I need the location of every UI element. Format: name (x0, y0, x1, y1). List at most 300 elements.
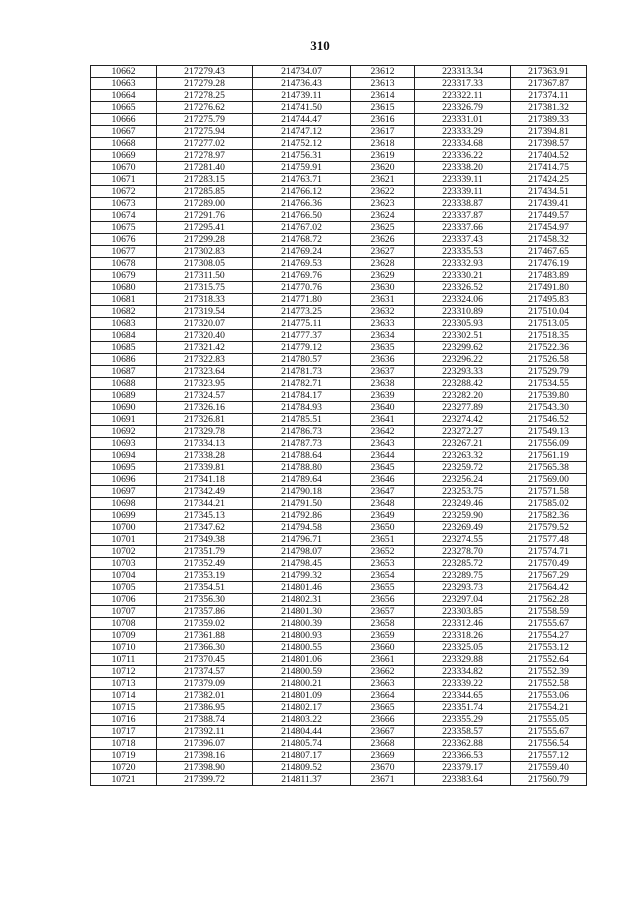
table-cell: 217277.02 (157, 138, 253, 150)
table-cell: 214763.71 (253, 174, 351, 186)
table-cell: 214773.25 (253, 306, 351, 318)
table-row (91, 186, 587, 198)
table-cell: 214807.17 (253, 750, 351, 762)
table-cell: 214804.44 (253, 726, 351, 738)
table-cell: 23626 (351, 234, 415, 246)
table-cell: 10707 (91, 606, 157, 618)
table-cell: 10681 (91, 294, 157, 306)
table-cell: 223278.70 (415, 546, 511, 558)
table-cell: 217374.11 (511, 90, 587, 102)
table-cell: 23661 (351, 654, 415, 666)
table-cell: 223326.52 (415, 282, 511, 294)
table-cell: 223293.73 (415, 582, 511, 594)
table-row (91, 474, 587, 486)
table-cell: 10709 (91, 630, 157, 642)
table-cell: 217394.81 (511, 126, 587, 138)
table-cell: 217367.87 (511, 78, 587, 90)
table-cell: 214802.31 (253, 594, 351, 606)
table-cell: 217289.00 (157, 198, 253, 210)
table-cell: 214787.73 (253, 438, 351, 450)
table-cell: 217556.54 (511, 738, 587, 750)
table-cell: 217449.57 (511, 210, 587, 222)
table-cell: 214769.76 (253, 270, 351, 282)
table-cell: 217565.38 (511, 462, 587, 474)
table-row (91, 606, 587, 618)
table-cell: 214779.12 (253, 342, 351, 354)
table-cell: 223263.32 (415, 450, 511, 462)
table-cell: 10687 (91, 366, 157, 378)
table-cell: 23667 (351, 726, 415, 738)
table-cell: 10695 (91, 462, 157, 474)
table-cell: 217560.79 (511, 774, 587, 786)
table-cell: 223317.33 (415, 78, 511, 90)
table-cell: 214768.72 (253, 234, 351, 246)
table-cell: 217404.52 (511, 150, 587, 162)
table-cell: 214734.07 (253, 66, 351, 78)
table-cell: 214756.31 (253, 150, 351, 162)
table-cell: 23634 (351, 330, 415, 342)
table-cell: 10680 (91, 282, 157, 294)
table-cell: 217308.05 (157, 258, 253, 270)
table-cell: 214788.80 (253, 462, 351, 474)
table-cell: 217357.86 (157, 606, 253, 618)
table-cell: 23647 (351, 486, 415, 498)
table-cell: 217334.13 (157, 438, 253, 450)
table-row (91, 114, 587, 126)
table-cell: 223299.62 (415, 342, 511, 354)
table-cell: 10674 (91, 210, 157, 222)
table-cell: 10719 (91, 750, 157, 762)
table-row (91, 138, 587, 150)
table-row (91, 414, 587, 426)
table-cell: 214770.76 (253, 282, 351, 294)
table-row (91, 282, 587, 294)
table-cell: 223338.87 (415, 198, 511, 210)
table-cell: 217366.30 (157, 642, 253, 654)
table-row (91, 222, 587, 234)
table-cell: 10696 (91, 474, 157, 486)
table-cell: 217585.02 (511, 498, 587, 510)
table-cell: 214811.37 (253, 774, 351, 786)
table-cell: 217522.36 (511, 342, 587, 354)
table-cell: 217552.39 (511, 666, 587, 678)
table-row (91, 258, 587, 270)
table-cell: 23652 (351, 546, 415, 558)
table-cell: 217582.36 (511, 510, 587, 522)
table-cell: 217345.13 (157, 510, 253, 522)
table-cell: 214798.07 (253, 546, 351, 558)
table-cell: 217458.32 (511, 234, 587, 246)
table-cell: 217363.91 (511, 66, 587, 78)
table-cell: 23623 (351, 198, 415, 210)
table-cell: 214801.30 (253, 606, 351, 618)
table-row (91, 102, 587, 114)
table-row (91, 750, 587, 762)
table-cell: 10670 (91, 162, 157, 174)
table-cell: 217322.83 (157, 354, 253, 366)
table-cell: 217513.05 (511, 318, 587, 330)
table-cell: 10720 (91, 762, 157, 774)
table-cell: 214769.24 (253, 246, 351, 258)
table-cell: 23648 (351, 498, 415, 510)
table-cell: 223344.65 (415, 690, 511, 702)
table-cell: 214741.50 (253, 102, 351, 114)
table-cell: 10716 (91, 714, 157, 726)
table-row (91, 450, 587, 462)
page-number: 310 (310, 38, 330, 53)
table-cell: 10665 (91, 102, 157, 114)
table-cell: 10708 (91, 618, 157, 630)
table-cell: 217279.28 (157, 78, 253, 90)
table-cell: 214800.55 (253, 642, 351, 654)
table-cell: 217424.25 (511, 174, 587, 186)
table-cell: 223338.20 (415, 162, 511, 174)
table-cell: 10703 (91, 558, 157, 570)
table-cell: 10669 (91, 150, 157, 162)
table-row (91, 198, 587, 210)
table-cell: 217295.41 (157, 222, 253, 234)
table-cell: 10701 (91, 534, 157, 546)
table-cell: 10688 (91, 378, 157, 390)
table-cell: 23663 (351, 678, 415, 690)
table-cell: 217574.71 (511, 546, 587, 558)
table-cell: 223259.72 (415, 462, 511, 474)
table-cell: 217543.30 (511, 402, 587, 414)
table-cell: 10715 (91, 702, 157, 714)
table-cell: 223293.33 (415, 366, 511, 378)
table-cell: 217326.81 (157, 414, 253, 426)
table-cell: 214800.39 (253, 618, 351, 630)
table-cell: 214739.11 (253, 90, 351, 102)
table-row (91, 126, 587, 138)
table-cell: 217559.40 (511, 762, 587, 774)
table-cell: 214803.22 (253, 714, 351, 726)
table-cell: 223332.93 (415, 258, 511, 270)
table-cell: 10702 (91, 546, 157, 558)
table-cell: 217323.64 (157, 366, 253, 378)
table-cell: 217382.01 (157, 690, 253, 702)
table-cell: 223310.89 (415, 306, 511, 318)
table-cell: 223274.55 (415, 534, 511, 546)
table-cell: 23638 (351, 378, 415, 390)
table-cell: 10663 (91, 78, 157, 90)
table-row (91, 150, 587, 162)
table-cell: 214791.50 (253, 498, 351, 510)
table-cell: 10713 (91, 678, 157, 690)
table-row (91, 522, 587, 534)
table-cell: 23644 (351, 450, 415, 462)
table-cell: 214766.50 (253, 210, 351, 222)
table-cell: 10691 (91, 414, 157, 426)
table-cell: 223322.11 (415, 90, 511, 102)
table-cell: 23633 (351, 318, 415, 330)
table-cell: 223339.11 (415, 186, 511, 198)
table-cell: 217342.49 (157, 486, 253, 498)
table-cell: 217344.21 (157, 498, 253, 510)
table-cell: 10697 (91, 486, 157, 498)
table-cell: 23630 (351, 282, 415, 294)
table-cell: 10668 (91, 138, 157, 150)
table-row (91, 438, 587, 450)
table-cell: 217399.72 (157, 774, 253, 786)
table-cell: 217483.89 (511, 270, 587, 282)
table-cell: 10675 (91, 222, 157, 234)
table-cell: 223339.22 (415, 678, 511, 690)
table-cell: 23637 (351, 366, 415, 378)
table-cell: 217570.49 (511, 558, 587, 570)
table-row (91, 330, 587, 342)
table-cell: 217389.33 (511, 114, 587, 126)
table-cell: 214789.64 (253, 474, 351, 486)
table-cell: 223289.75 (415, 570, 511, 582)
table-cell: 23635 (351, 342, 415, 354)
table-row (91, 582, 587, 594)
table-row (91, 642, 587, 654)
table-cell: 223339.11 (415, 174, 511, 186)
table-cell: 217318.33 (157, 294, 253, 306)
table-cell: 214766.12 (253, 186, 351, 198)
table-cell: 223313.34 (415, 66, 511, 78)
table-cell: 223288.42 (415, 378, 511, 390)
table-cell: 223303.85 (415, 606, 511, 618)
table-cell: 217349.38 (157, 534, 253, 546)
table-cell: 217353.19 (157, 570, 253, 582)
table-cell: 223326.79 (415, 102, 511, 114)
table-cell: 217347.62 (157, 522, 253, 534)
table-cell: 23645 (351, 462, 415, 474)
table-cell: 23658 (351, 618, 415, 630)
table-row (91, 378, 587, 390)
table-cell: 217529.79 (511, 366, 587, 378)
table-cell: 23618 (351, 138, 415, 150)
table-cell: 10698 (91, 498, 157, 510)
table-cell: 10672 (91, 186, 157, 198)
table-cell: 217554.21 (511, 702, 587, 714)
table-row (91, 702, 587, 714)
table-cell: 223336.22 (415, 150, 511, 162)
table-cell: 23636 (351, 354, 415, 366)
table-cell: 23664 (351, 690, 415, 702)
table-cell: 23668 (351, 738, 415, 750)
table-cell: 217359.02 (157, 618, 253, 630)
table-cell: 217534.55 (511, 378, 587, 390)
table-row (91, 246, 587, 258)
table-cell: 217302.83 (157, 246, 253, 258)
table-cell: 214775.11 (253, 318, 351, 330)
table-cell: 223325.05 (415, 642, 511, 654)
table-row (91, 714, 587, 726)
table-cell: 217299.28 (157, 234, 253, 246)
table-cell: 23625 (351, 222, 415, 234)
table-cell: 223366.53 (415, 750, 511, 762)
table-cell: 10706 (91, 594, 157, 606)
table-cell: 217553.12 (511, 642, 587, 654)
table-cell: 223337.87 (415, 210, 511, 222)
table-cell: 217278.97 (157, 150, 253, 162)
table-cell: 223337.66 (415, 222, 511, 234)
table-cell: 23660 (351, 642, 415, 654)
table-row (91, 774, 587, 786)
table-cell: 10678 (91, 258, 157, 270)
table-cell: 217552.64 (511, 654, 587, 666)
table-cell: 214759.91 (253, 162, 351, 174)
table-cell: 10671 (91, 174, 157, 186)
table-row (91, 90, 587, 102)
table-row (91, 162, 587, 174)
table-cell: 217354.51 (157, 582, 253, 594)
table-cell: 214800.59 (253, 666, 351, 678)
table-row (91, 570, 587, 582)
table-cell: 10721 (91, 774, 157, 786)
table-cell: 214796.71 (253, 534, 351, 546)
table-cell: 23616 (351, 114, 415, 126)
table-cell: 223379.17 (415, 762, 511, 774)
table-row (91, 762, 587, 774)
table-cell: 217329.78 (157, 426, 253, 438)
table-cell: 23639 (351, 390, 415, 402)
table-cell: 217341.18 (157, 474, 253, 486)
table-cell: 23671 (351, 774, 415, 786)
table-cell: 10717 (91, 726, 157, 738)
table-cell: 214769.53 (253, 258, 351, 270)
table-cell: 217579.52 (511, 522, 587, 534)
table-cell: 10712 (91, 666, 157, 678)
table-cell: 217388.74 (157, 714, 253, 726)
table-cell: 23620 (351, 162, 415, 174)
table-cell: 23655 (351, 582, 415, 594)
table-cell: 10711 (91, 654, 157, 666)
table-cell: 217555.05 (511, 714, 587, 726)
table-cell: 217291.76 (157, 210, 253, 222)
table-cell: 214800.93 (253, 630, 351, 642)
table-row (91, 654, 587, 666)
table-cell: 10666 (91, 114, 157, 126)
table-cell: 217553.06 (511, 690, 587, 702)
table-cell: 217398.57 (511, 138, 587, 150)
table-row (91, 630, 587, 642)
table-cell: 223318.26 (415, 630, 511, 642)
table-cell: 223296.22 (415, 354, 511, 366)
table-cell: 23640 (351, 402, 415, 414)
table-cell: 23659 (351, 630, 415, 642)
table-cell: 217569.00 (511, 474, 587, 486)
table-row (91, 558, 587, 570)
table-cell: 217338.28 (157, 450, 253, 462)
table-cell: 217434.51 (511, 186, 587, 198)
table-cell: 217476.19 (511, 258, 587, 270)
table-cell: 217526.58 (511, 354, 587, 366)
table-cell: 214798.45 (253, 558, 351, 570)
table-cell: 214766.36 (253, 198, 351, 210)
table-cell: 214786.73 (253, 426, 351, 438)
table-cell: 214801.46 (253, 582, 351, 594)
table-cell: 223285.72 (415, 558, 511, 570)
table-cell: 217518.35 (511, 330, 587, 342)
table-cell: 217495.83 (511, 294, 587, 306)
table-cell: 217285.85 (157, 186, 253, 198)
table-cell: 10684 (91, 330, 157, 342)
table-cell: 223256.24 (415, 474, 511, 486)
table-cell: 214771.80 (253, 294, 351, 306)
table-cell: 217510.04 (511, 306, 587, 318)
table-cell: 214784.93 (253, 402, 351, 414)
table-cell: 217546.52 (511, 414, 587, 426)
table-row (91, 594, 587, 606)
table-cell: 223331.01 (415, 114, 511, 126)
table-cell: 217279.43 (157, 66, 253, 78)
table-cell: 23624 (351, 210, 415, 222)
table-row (91, 342, 587, 354)
table-cell: 217281.40 (157, 162, 253, 174)
table-cell: 214767.02 (253, 222, 351, 234)
table-cell: 23646 (351, 474, 415, 486)
table-cell: 214782.71 (253, 378, 351, 390)
table-cell: 217315.75 (157, 282, 253, 294)
table-row (91, 306, 587, 318)
table-cell: 23643 (351, 438, 415, 450)
table-cell: 10718 (91, 738, 157, 750)
table-cell: 23654 (351, 570, 415, 582)
table-cell: 214784.17 (253, 390, 351, 402)
table-cell: 223259.90 (415, 510, 511, 522)
table-cell: 217561.19 (511, 450, 587, 462)
table-cell: 223383.64 (415, 774, 511, 786)
table-cell: 214805.74 (253, 738, 351, 750)
table-cell: 223302.51 (415, 330, 511, 342)
table-cell: 23628 (351, 258, 415, 270)
table-cell: 23650 (351, 522, 415, 534)
table-cell: 23629 (351, 270, 415, 282)
table-cell: 217396.07 (157, 738, 253, 750)
table-row (91, 738, 587, 750)
table-cell: 223249.46 (415, 498, 511, 510)
table-cell: 214801.09 (253, 690, 351, 702)
table-row (91, 726, 587, 738)
table-cell: 214780.57 (253, 354, 351, 366)
table-cell: 214794.58 (253, 522, 351, 534)
table-cell: 23615 (351, 102, 415, 114)
table-cell: 217491.80 (511, 282, 587, 294)
table-cell: 223274.42 (415, 414, 511, 426)
table-cell: 223269.49 (415, 522, 511, 534)
table-cell: 214790.18 (253, 486, 351, 498)
table-cell: 23627 (351, 246, 415, 258)
table-cell: 223351.74 (415, 702, 511, 714)
table-cell: 217374.57 (157, 666, 253, 678)
table-cell: 223334.68 (415, 138, 511, 150)
table-cell: 23617 (351, 126, 415, 138)
table-cell: 214747.12 (253, 126, 351, 138)
table-cell: 217558.59 (511, 606, 587, 618)
table-cell: 217467.65 (511, 246, 587, 258)
table-row (91, 546, 587, 558)
table-cell: 217454.97 (511, 222, 587, 234)
table-cell: 10677 (91, 246, 157, 258)
table-row (91, 318, 587, 330)
table-cell: 223362.88 (415, 738, 511, 750)
table-cell: 23642 (351, 426, 415, 438)
table-row (91, 234, 587, 246)
table-cell: 214788.64 (253, 450, 351, 462)
table-row (91, 78, 587, 90)
table-row (91, 66, 587, 78)
table-cell: 217351.79 (157, 546, 253, 558)
table-cell: 10714 (91, 690, 157, 702)
table-cell: 23662 (351, 666, 415, 678)
table-cell: 217555.67 (511, 726, 587, 738)
table-cell: 23666 (351, 714, 415, 726)
table-row (91, 690, 587, 702)
